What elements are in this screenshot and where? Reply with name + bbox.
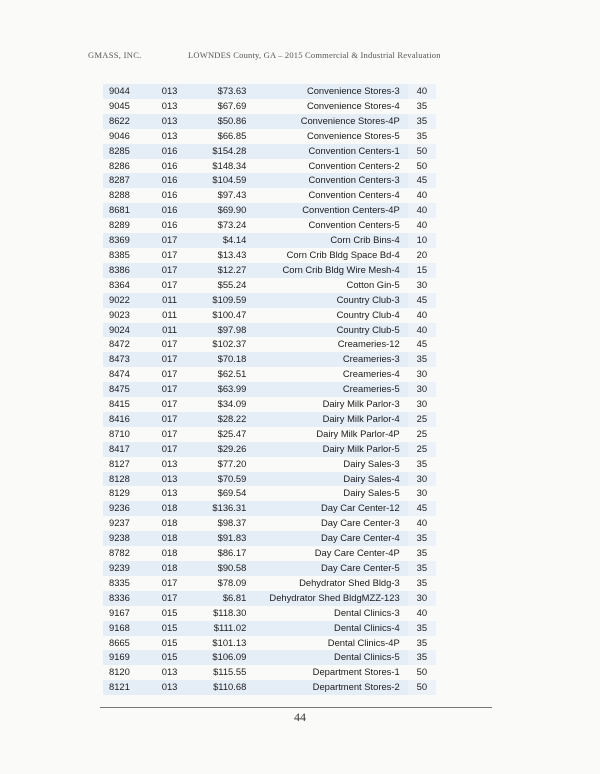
value-cell: 40 xyxy=(416,517,428,529)
table-row xyxy=(103,457,436,472)
code-cell: 8622 xyxy=(103,114,149,129)
class-cell: 017 xyxy=(161,368,178,380)
code-cell: 8288 xyxy=(109,189,130,201)
table-row xyxy=(103,352,436,367)
class-cell: 015 xyxy=(161,636,178,648)
price-cell: $70.18 xyxy=(190,352,251,367)
class-cell: 016 xyxy=(161,159,178,171)
class-cell: 013 xyxy=(161,129,178,141)
value-cell: 35 xyxy=(408,621,436,636)
description-cell: Creameries-4 xyxy=(342,368,400,380)
value-cell: 45 xyxy=(408,293,436,308)
price-cell: $78.09 xyxy=(217,576,247,588)
price-cell: $101.13 xyxy=(212,636,247,648)
table-row xyxy=(103,99,436,114)
code-cell: 9169 xyxy=(103,650,149,665)
value-cell: 20 xyxy=(416,248,428,260)
price-cell: $77.20 xyxy=(217,457,247,469)
table-row xyxy=(103,591,436,606)
class-cell: 015 xyxy=(161,606,178,618)
value-cell: 25 xyxy=(408,412,436,427)
description-cell: Country Club-3 xyxy=(250,293,407,308)
table-row xyxy=(103,248,436,263)
class-cell: 011 xyxy=(162,308,178,320)
code-cell: 8287 xyxy=(103,173,149,188)
description-cell: Dental Clinics-4P xyxy=(327,636,400,648)
table-row xyxy=(103,650,436,665)
code-cell: 8127 xyxy=(109,457,130,469)
code-cell: 8129 xyxy=(109,487,130,499)
value-cell: 35 xyxy=(416,576,428,588)
price-cell: $86.17 xyxy=(217,547,247,559)
code-cell: 8472 xyxy=(109,338,130,350)
code-cell: 8473 xyxy=(103,352,149,367)
value-cell: 40 xyxy=(408,323,436,338)
price-cell: $100.47 xyxy=(212,308,247,320)
class-cell: 017 xyxy=(149,382,189,397)
price-cell: $69.54 xyxy=(217,487,247,499)
price-cell: $55.24 xyxy=(217,278,247,290)
description-cell: Dental Clinics-3 xyxy=(334,606,400,618)
code-cell: 9167 xyxy=(109,606,130,618)
class-cell: 016 xyxy=(149,144,189,159)
table-row xyxy=(103,263,436,278)
class-cell: 013 xyxy=(161,666,178,678)
description-cell: Day Care Center-4 xyxy=(250,531,407,546)
description-cell: Dairy Milk Parlor-5 xyxy=(250,442,407,457)
price-cell: $104.59 xyxy=(190,173,251,188)
description-cell: Cotton Gin-5 xyxy=(346,278,400,290)
price-cell: $106.09 xyxy=(190,650,251,665)
price-cell: $110.68 xyxy=(190,680,251,695)
code-cell: 8665 xyxy=(109,636,130,648)
price-cell: $118.30 xyxy=(213,606,247,618)
price-cell: $4.14 xyxy=(190,233,251,248)
table-row xyxy=(103,561,436,576)
description-cell: Dehydrator Shed BldgMZZ-123 xyxy=(250,591,407,606)
table-row xyxy=(103,486,436,501)
price-cell: $154.28 xyxy=(190,144,251,159)
rate-table xyxy=(103,84,436,695)
code-cell: 9044 xyxy=(103,84,149,99)
value-cell: 30 xyxy=(416,368,428,380)
class-cell: 013 xyxy=(149,472,189,487)
class-cell: 015 xyxy=(149,650,189,665)
code-cell: 8385 xyxy=(109,248,130,260)
description-cell: Corn Crib Bldg Space Bd-4 xyxy=(286,248,400,260)
price-cell: $98.37 xyxy=(217,517,247,529)
code-cell: 8475 xyxy=(103,382,149,397)
value-cell: 30 xyxy=(408,472,436,487)
code-cell: 8681 xyxy=(103,203,149,218)
code-cell: 9023 xyxy=(109,308,130,320)
class-cell: 016 xyxy=(161,189,178,201)
table-row xyxy=(103,472,436,487)
table-row xyxy=(103,84,436,99)
code-cell: 8417 xyxy=(103,442,149,457)
value-cell: 50 xyxy=(408,144,436,159)
price-cell: $29.26 xyxy=(190,442,251,457)
code-cell: 8286 xyxy=(109,159,130,171)
price-cell: $115.55 xyxy=(213,666,247,678)
code-cell: 8415 xyxy=(109,398,130,410)
description-cell: Country Club-5 xyxy=(250,323,407,338)
description-cell: Dental Clinics-5 xyxy=(250,650,407,665)
table-row xyxy=(103,412,436,427)
value-cell: 25 xyxy=(416,427,428,439)
description-cell: Convenience Stores-3 xyxy=(250,84,407,99)
description-cell: Corn Crib Bldg Wire Mesh-4 xyxy=(250,263,407,278)
class-cell: 013 xyxy=(161,457,178,469)
value-cell: 35 xyxy=(416,547,428,559)
price-cell: $6.81 xyxy=(190,591,251,606)
table-row xyxy=(103,576,436,591)
class-cell: 017 xyxy=(149,352,189,367)
value-cell: 40 xyxy=(416,606,428,618)
description-cell: Department Stores-1 xyxy=(312,666,400,678)
code-cell: 8364 xyxy=(109,278,130,290)
class-cell: 011 xyxy=(149,293,189,308)
class-cell: 017 xyxy=(149,412,189,427)
price-cell: $102.37 xyxy=(212,338,247,350)
value-cell: 30 xyxy=(408,591,436,606)
price-cell: $91.83 xyxy=(190,531,251,546)
code-cell: 9024 xyxy=(103,323,149,338)
class-cell: 018 xyxy=(149,561,189,576)
price-cell: $148.34 xyxy=(212,159,247,171)
code-cell: 9239 xyxy=(103,561,149,576)
price-cell: $12.27 xyxy=(190,263,251,278)
code-cell: 9045 xyxy=(109,99,130,111)
price-cell: $97.98 xyxy=(190,323,251,338)
value-cell: 10 xyxy=(408,233,436,248)
class-cell: 017 xyxy=(161,427,178,439)
value-cell: 40 xyxy=(416,189,428,201)
class-cell: 013 xyxy=(149,84,189,99)
description-cell: Dairy Sales-5 xyxy=(343,487,400,499)
description-cell: Creameries-12 xyxy=(337,338,400,350)
value-cell: 50 xyxy=(416,159,428,171)
table-row xyxy=(103,203,436,218)
value-cell: 15 xyxy=(408,263,436,278)
class-cell: 018 xyxy=(161,517,178,529)
code-cell: 8335 xyxy=(109,576,130,588)
company-name: GMASS, INC. xyxy=(88,50,142,60)
table-row xyxy=(103,665,436,680)
table-row xyxy=(103,501,436,516)
price-cell: $66.85 xyxy=(217,129,247,141)
table-row xyxy=(103,621,436,636)
value-cell: 35 xyxy=(416,129,428,141)
code-cell: 8369 xyxy=(103,233,149,248)
value-cell: 35 xyxy=(408,352,436,367)
table-row xyxy=(103,427,436,442)
price-cell: $63.99 xyxy=(190,382,251,397)
description-cell: Dairy Sales-4 xyxy=(250,472,407,487)
price-cell: $70.59 xyxy=(190,472,251,487)
class-cell: 018 xyxy=(161,547,178,559)
table-row xyxy=(103,308,436,323)
value-cell: 30 xyxy=(408,382,436,397)
description-cell: Day Car Center-12 xyxy=(250,501,407,516)
price-cell: $34.09 xyxy=(217,398,247,410)
code-cell: 8120 xyxy=(109,666,130,678)
code-cell: 8285 xyxy=(103,144,149,159)
class-cell: 017 xyxy=(161,248,178,260)
class-cell: 017 xyxy=(161,278,178,290)
price-cell: $109.59 xyxy=(190,293,251,308)
value-cell: 35 xyxy=(408,114,436,129)
description-cell: Day Care Center-5 xyxy=(250,561,407,576)
class-cell: 017 xyxy=(161,576,178,588)
description-cell: Convention Centers-4P xyxy=(250,203,407,218)
value-cell: 35 xyxy=(416,99,428,111)
footer-divider xyxy=(100,707,492,708)
value-cell: 25 xyxy=(408,442,436,457)
code-cell: 9238 xyxy=(103,531,149,546)
value-cell: 50 xyxy=(408,680,436,695)
description-cell: Country Club-4 xyxy=(336,308,400,320)
description-cell: Convention Centers-1 xyxy=(250,144,407,159)
table-row xyxy=(103,159,436,174)
description-cell: Dairy Sales-3 xyxy=(343,457,400,469)
value-cell: 40 xyxy=(408,84,436,99)
description-cell: Convenience Stores-5 xyxy=(306,129,400,141)
page-number: 44 xyxy=(294,710,306,724)
value-cell: 30 xyxy=(416,278,428,290)
price-cell: $25.47 xyxy=(217,427,247,439)
table-row xyxy=(103,233,436,248)
description-cell: Corn Crib Bins-4 xyxy=(250,233,407,248)
description-cell: Convention Centers-4 xyxy=(308,189,400,201)
value-cell: 35 xyxy=(408,650,436,665)
code-cell: 8128 xyxy=(103,472,149,487)
description-cell: Convention Centers-5 xyxy=(308,219,400,231)
table-row xyxy=(103,546,436,561)
class-cell: 016 xyxy=(161,219,178,231)
value-cell: 40 xyxy=(416,219,428,231)
table-row xyxy=(103,173,436,188)
description-cell: Convenience Stores-4P xyxy=(250,114,407,129)
class-cell: 017 xyxy=(149,591,189,606)
price-cell: $50.86 xyxy=(190,114,251,129)
table-row xyxy=(103,114,436,129)
description-cell: Day Care Center-4P xyxy=(314,547,400,559)
table-row xyxy=(103,442,436,457)
description-cell: Convention Centers-2 xyxy=(308,159,400,171)
rate-table-body xyxy=(103,84,436,695)
value-cell: 40 xyxy=(416,308,428,320)
table-row xyxy=(103,680,436,695)
price-cell: $97.43 xyxy=(217,189,247,201)
description-cell: Department Stores-2 xyxy=(250,680,407,695)
document-title: LOWNDES County, GA – 2015 Commercial & Industrial Revaluation xyxy=(188,50,441,60)
code-cell: 8710 xyxy=(109,427,130,439)
description-cell: Day Care Center-3 xyxy=(321,517,400,529)
description-cell: Dairy Milk Parlor-4P xyxy=(316,427,400,439)
description-cell: Creameries-5 xyxy=(250,382,407,397)
class-cell: 017 xyxy=(161,398,178,410)
class-cell: 017 xyxy=(149,263,189,278)
code-cell: 9168 xyxy=(103,621,149,636)
code-cell: 8474 xyxy=(109,368,130,380)
table-row xyxy=(103,278,436,293)
price-cell: $73.63 xyxy=(190,84,251,99)
class-cell: 016 xyxy=(149,173,189,188)
description-cell: Convention Centers-3 xyxy=(250,173,407,188)
table-row xyxy=(103,323,436,338)
value-cell: 45 xyxy=(416,338,428,350)
price-cell: $73.24 xyxy=(217,219,247,231)
table-row xyxy=(103,516,436,531)
price-cell: $136.31 xyxy=(190,501,251,516)
code-cell: 9237 xyxy=(109,517,130,529)
description-cell: Dairy Milk Parlor-4 xyxy=(250,412,407,427)
table-row xyxy=(103,129,436,144)
price-cell: $62.51 xyxy=(217,368,247,380)
value-cell: 35 xyxy=(416,636,428,648)
table-row xyxy=(103,397,436,412)
table-row xyxy=(103,337,436,352)
class-cell: 011 xyxy=(149,323,189,338)
value-cell: 30 xyxy=(416,487,428,499)
class-cell: 018 xyxy=(149,531,189,546)
code-cell: 8336 xyxy=(103,591,149,606)
table-row xyxy=(103,382,436,397)
class-cell: 018 xyxy=(149,501,189,516)
code-cell: 9022 xyxy=(103,293,149,308)
description-cell: Creameries-3 xyxy=(250,352,407,367)
code-cell: 9236 xyxy=(103,501,149,516)
class-cell: 013 xyxy=(149,680,189,695)
class-cell: 017 xyxy=(161,338,178,350)
price-cell: $13.43 xyxy=(217,248,247,260)
price-cell: $90.58 xyxy=(190,561,251,576)
value-cell: 45 xyxy=(408,173,436,188)
value-cell: 35 xyxy=(408,561,436,576)
table-row xyxy=(103,606,436,621)
class-cell: 013 xyxy=(161,99,178,111)
class-cell: 015 xyxy=(149,621,189,636)
description-cell: Dairy Milk Parlor-3 xyxy=(322,398,400,410)
price-cell: $69.90 xyxy=(190,203,251,218)
code-cell: 9046 xyxy=(109,129,130,141)
class-cell: 017 xyxy=(149,233,189,248)
class-cell: 017 xyxy=(149,442,189,457)
table-row xyxy=(103,636,436,651)
value-cell: 30 xyxy=(416,398,428,410)
description-cell: Convenience Stores-4 xyxy=(306,99,400,111)
description-cell: Dehydrator Shed Bldg-3 xyxy=(299,576,400,588)
price-cell: $67.69 xyxy=(217,99,247,111)
table-row xyxy=(103,293,436,308)
code-cell: 8289 xyxy=(109,219,130,231)
value-cell: 35 xyxy=(416,457,428,469)
table-row xyxy=(103,367,436,382)
price-cell: $111.02 xyxy=(190,621,251,636)
code-cell: 8121 xyxy=(103,680,149,695)
code-cell: 8416 xyxy=(103,412,149,427)
value-cell: 35 xyxy=(408,531,436,546)
class-cell: 013 xyxy=(149,114,189,129)
value-cell: 50 xyxy=(416,666,428,678)
table-row xyxy=(103,144,436,159)
value-cell: 40 xyxy=(408,203,436,218)
class-cell: 013 xyxy=(161,487,178,499)
class-cell: 016 xyxy=(149,203,189,218)
table-row xyxy=(103,218,436,233)
table-row xyxy=(103,531,436,546)
value-cell: 45 xyxy=(408,501,436,516)
description-cell: Dental Clinics-4 xyxy=(250,621,407,636)
code-cell: 8782 xyxy=(109,547,130,559)
code-cell: 8386 xyxy=(103,263,149,278)
price-cell: $28.22 xyxy=(190,412,251,427)
table-row xyxy=(103,188,436,203)
